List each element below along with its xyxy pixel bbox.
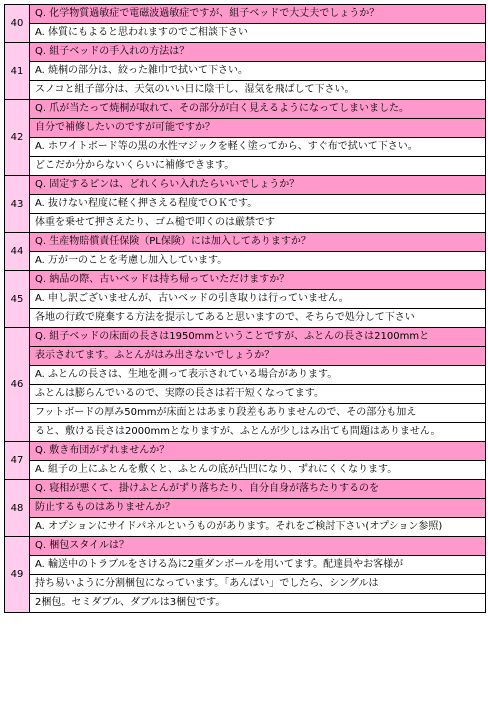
- answer-line: A. 体質にもよると思われますのでご相談下さい: [30, 24, 485, 42]
- question-line: Q. 固定するピンは、どれくらい入れたらいいでしょうか？: [30, 176, 485, 195]
- question-line: Q. 寝相が悪くて、掛けふとんがずり落ちたり、自分自身が落ちたりするのを: [30, 480, 485, 499]
- faq-item-42: [4, 100, 486, 176]
- question-line: Q. 化学物質過敏症で電磁波過敏症ですが、組子ベッドで大丈夫でしょうか？: [30, 5, 485, 24]
- faq-item-46: [4, 328, 486, 442]
- faq-lines: [30, 43, 486, 99]
- faq-number: 47: [4, 442, 30, 479]
- answer-line: A. 輸送中のトラブルをさける為に2重ダンボールを用いてます。配達員やお客様が: [30, 556, 485, 575]
- faq-lines: [30, 537, 486, 612]
- question-line: Q. 生産物賠償責任保険（PL保険）には加入してありますか？: [30, 233, 485, 252]
- faq-number: 46: [4, 328, 30, 441]
- answer-line: 各地の行政で廃棄する方法を提示してあると思いますので、そちらで処分して下さい: [30, 309, 485, 327]
- question-line: Q. 納品の際、古いベッドは持ち帰っていただけますか？: [30, 271, 485, 290]
- faq-number: 49: [4, 537, 30, 612]
- faq-lines: [30, 176, 486, 232]
- faq-lines: [30, 5, 486, 42]
- faq-item-43: [4, 176, 486, 233]
- faq-item-40: [4, 4, 486, 43]
- answer-line: ると、敷ける長さは2000mmとなりますが、ふとんが少しはみ出ても問題はありません。: [30, 423, 485, 441]
- question-line: Q. 組子ベッドの手入れの方法は？: [30, 43, 485, 62]
- question-line: Q. 梱包スタイルは？: [30, 537, 485, 556]
- answer-line: A. 焼桐の部分は、絞った雑巾で拭いて下さい。: [30, 62, 485, 81]
- answer-line: A. オプションにサイドパネルというものがあります。それをご検討下さい(オプション参照): [30, 518, 485, 536]
- question-line: 防止するものはありませんか？: [30, 499, 485, 518]
- answer-line: A. 申し訳ございませんが、古いベッドの引き取りは行っていません。: [30, 290, 485, 309]
- answer-line: ふとんは膨らんでいるので、実際の長さは若干短くなってます。: [30, 385, 485, 404]
- faq-number: 48: [4, 480, 30, 536]
- answer-line: 持ち易いように分割梱包になっています。「あんばい」でしたら、シングルは: [30, 575, 485, 594]
- faq-item-41: [4, 43, 486, 100]
- answer-line: 2梱包。セミダブル、ダブルは3梱包です。: [30, 594, 485, 612]
- faq-item-48: [4, 480, 486, 537]
- faq-lines: [30, 100, 486, 175]
- faq-table: [4, 4, 486, 613]
- faq-item-45: [4, 271, 486, 328]
- question-line: Q. 組子ベッドの床面の長さは1950mmということですが、ふとんの長さは2100mmと: [30, 328, 485, 347]
- question-line: Q. 敷き布団がずれませんか？: [30, 442, 485, 461]
- faq-lines: [30, 233, 486, 270]
- faq-number: 45: [4, 271, 30, 327]
- faq-lines: [30, 480, 486, 536]
- faq-number: 43: [4, 176, 30, 232]
- answer-line: A. 抜けない程度に軽く押さえる程度でＯＫです。: [30, 195, 485, 214]
- faq-lines: [30, 271, 486, 327]
- answer-line: フットボードの厚み50mmが床面とはあまり段差もありませんので、その部分も加え: [30, 404, 485, 423]
- answer-line: A. ホワイトボード等の黒の水性マジックを軽く塗ってから、すぐ布で拭いて下さい。: [30, 138, 485, 157]
- faq-number: 44: [4, 233, 30, 270]
- faq-item-44: [4, 233, 486, 271]
- faq-number: 41: [4, 43, 30, 99]
- question-line: 自分で補修したいのですが可能ですか？: [30, 119, 485, 138]
- answer-line: どこだか分からないくらいに補修できます。: [30, 157, 485, 175]
- faq-item-49: [4, 537, 486, 613]
- faq-number: 40: [4, 5, 30, 42]
- question-line: Q. 爪が当たって焼桐が取れて、その部分が白く見えるようになってしまいました。: [30, 100, 485, 119]
- faq-lines: [30, 442, 486, 479]
- answer-line: A. 万が一のことを考慮し加入しています。: [30, 252, 485, 270]
- answer-line: スノコと組子部分は、天気のいい日に陰干し、湿気を飛ばして下さい。: [30, 81, 485, 99]
- question-line: 表示されてます。ふとんがはみ出さないでしょうか？: [30, 347, 485, 366]
- answer-line: 体重を乗せて押さえたり、ゴム槌で叩くのは厳禁です: [30, 214, 485, 232]
- faq-item-47: [4, 442, 486, 480]
- faq-lines: [30, 328, 486, 441]
- answer-line: A. 組子の上にふとんを敷くと、ふとんの底が凸凹になり、ずれにくくなります。: [30, 461, 485, 479]
- answer-line: A. ふとんの長さは、生地を測って表示されている場合があります。: [30, 366, 485, 385]
- faq-number: 42: [4, 100, 30, 175]
